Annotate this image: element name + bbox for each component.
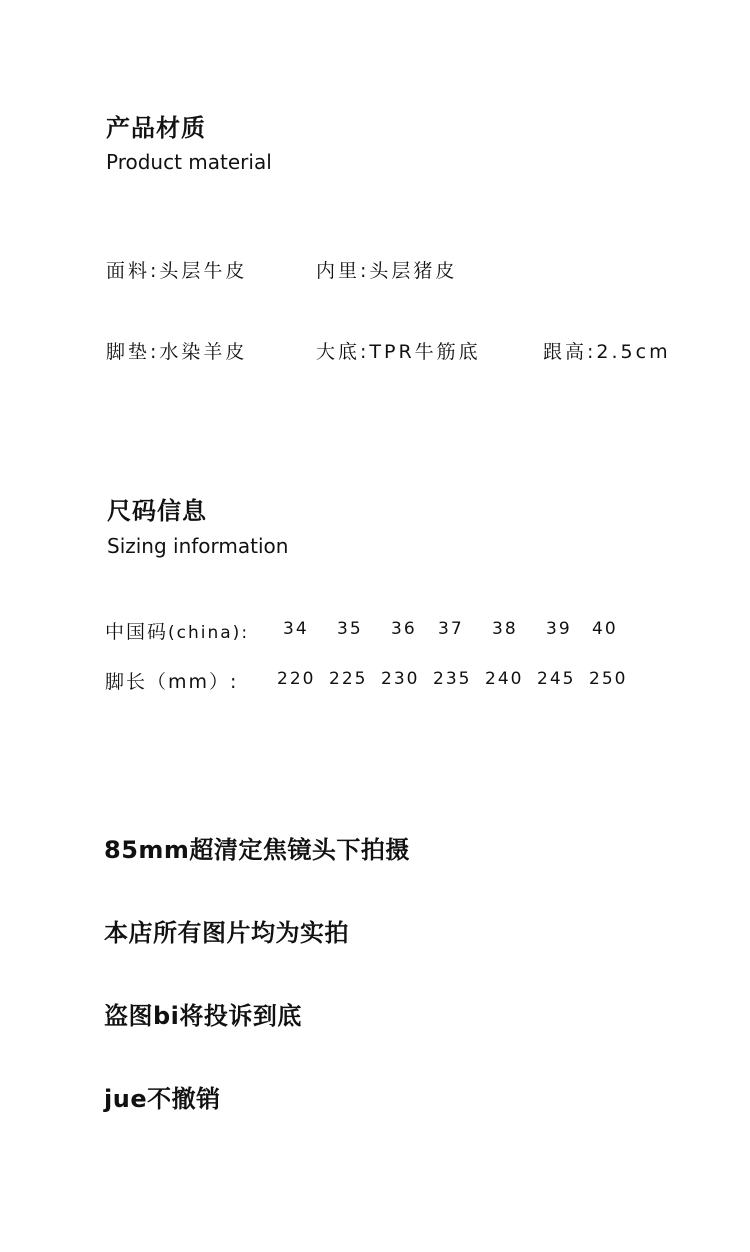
material-title-en: Product material	[106, 150, 272, 174]
cn-size-4: 38	[492, 619, 518, 639]
foot-length-2: 230	[381, 669, 420, 689]
cn-size-3: 37	[438, 619, 464, 639]
foot-length-1: 225	[329, 669, 368, 689]
note-real-photos: 本店所有图片均为实拍	[104, 919, 349, 947]
spec-upper: 面料:头层牛皮	[106, 260, 248, 282]
foot-length-4: 240	[485, 669, 524, 689]
note-anti-theft: 盗图bi将投诉到底	[104, 1002, 302, 1030]
spec-lining: 内里:头层猪皮	[316, 260, 458, 282]
spec-outsole: 大底:TPR牛筋底	[316, 341, 481, 363]
foot-length-6: 250	[589, 669, 628, 689]
foot-length-label: 脚长（mm）:	[105, 671, 239, 693]
note-lens: 85mm超清定焦镜头下拍摄	[104, 836, 410, 864]
sizing-title-cn: 尺码信息	[107, 497, 207, 525]
note-no-withdraw: jue不撤销	[104, 1085, 221, 1113]
cn-size-0: 34	[283, 619, 309, 639]
cn-size-label-suffix: (china):	[168, 623, 250, 643]
foot-length-0: 220	[277, 669, 316, 689]
cn-size-label-cn: 中国码	[105, 621, 169, 643]
foot-length-5: 245	[537, 669, 576, 689]
cn-size-2: 36	[391, 619, 417, 639]
material-title-cn: 产品材质	[106, 114, 206, 142]
sizing-title-en: Sizing information	[107, 534, 289, 558]
spec-heel-height: 跟高:2.5cm	[543, 341, 671, 363]
cn-size-1: 35	[337, 619, 363, 639]
foot-length-3: 235	[433, 669, 472, 689]
spec-insole: 脚垫:水染羊皮	[106, 341, 248, 363]
cn-size-5: 39	[546, 619, 572, 639]
cn-size-label	[105, 617, 249, 644]
cn-size-6: 40	[592, 619, 618, 639]
